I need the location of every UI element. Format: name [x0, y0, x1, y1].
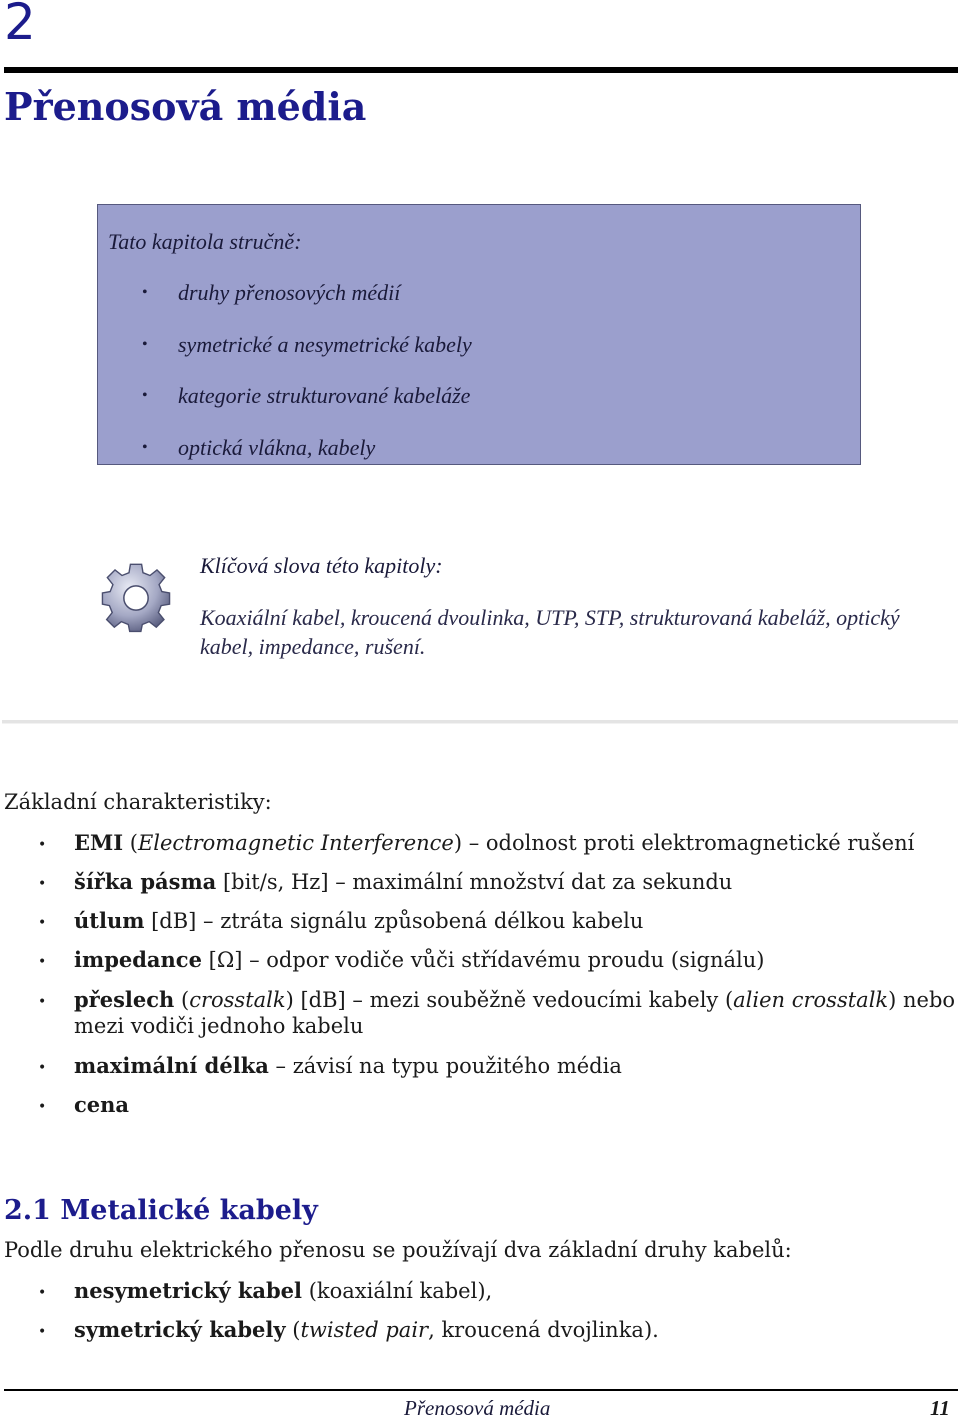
- chapter-rule: [4, 67, 958, 73]
- bullet: •: [38, 994, 47, 1010]
- footer-title: Přenosová média: [404, 1396, 551, 1420]
- cable-types-list: [0, 1278, 960, 1356]
- list-item: [0, 1278, 960, 1304]
- italic-text: twisted pair: [300, 1318, 429, 1342]
- term: šířka pásma: [74, 869, 217, 894]
- summary-item: [142, 280, 472, 332]
- keywords-text: Koaxiální kabel, kroucená dvoulinka, UTP, STP, strukturovaná kabeláž, optický kabel, impedance, rušení.: [200, 605, 900, 659]
- term: přeslech: [74, 987, 175, 1012]
- bullet: •: [38, 1060, 47, 1076]
- bullet: •: [38, 1285, 47, 1301]
- italic-text: alien crosstalk: [733, 988, 889, 1012]
- list-item: [0, 987, 960, 1039]
- summary-item: [142, 383, 472, 435]
- text: [dB] – ztráta signálu způsobená délkou kabelu: [144, 909, 644, 933]
- chapter-title: Přenosová média: [4, 84, 367, 129]
- italic-text: crosstalk: [189, 988, 286, 1012]
- text: (: [174, 988, 190, 1012]
- bullet: •: [38, 954, 47, 970]
- bullet: •: [38, 1099, 47, 1115]
- summary-item-text: druhy přenosových médií: [178, 280, 401, 305]
- bullet: •: [142, 335, 148, 353]
- bullet: •: [142, 438, 148, 456]
- text: [bit/s, Hz] – maximální množství dat za sekundu: [216, 870, 733, 894]
- section-heading: 2.1 Metalické kabely: [4, 1195, 318, 1226]
- bullet: •: [38, 1324, 47, 1340]
- bullet: •: [38, 837, 47, 853]
- text: ) – odolnost proti elektromagnetické rušení: [453, 831, 915, 855]
- term: cena: [74, 1092, 130, 1117]
- term: impedance: [74, 947, 202, 972]
- summary-item-text: symetrické a nesymetrické kabely: [178, 331, 472, 357]
- term: nesymetrický kabel: [74, 1278, 303, 1303]
- bullet: •: [142, 284, 148, 301]
- text: ) nebo mezi vodiči jednoho kabelu: [74, 988, 956, 1038]
- keywords-heading: Klíčová slova této kapitoly:: [200, 553, 443, 578]
- italic-text: Electromagnetic Interference: [137, 831, 454, 855]
- term: EMI: [74, 830, 124, 855]
- section-separator: [2, 720, 958, 724]
- text: [Ω] – odpor vodiče vůči střídavému proudu (signálu): [201, 948, 765, 972]
- text: (koaxiální kabel),: [302, 1279, 493, 1303]
- page-number: 11: [930, 1396, 950, 1420]
- summary-item-text: optická vlákna, kabely: [178, 434, 376, 460]
- summary-item: [142, 435, 472, 487]
- chapter-number: 2: [4, 0, 36, 51]
- text: ) [dB] – mezi souběžně vedoucími kabely (: [285, 988, 734, 1012]
- footer-rule: [4, 1389, 958, 1391]
- summary-item: [142, 332, 472, 384]
- list-item: [0, 1092, 960, 1118]
- bullet: •: [142, 387, 148, 404]
- summary-list: [142, 280, 472, 486]
- gear-icon: [98, 560, 174, 636]
- list-item: [0, 947, 960, 973]
- list-item: [0, 1053, 960, 1079]
- text: (: [285, 1318, 301, 1342]
- characteristics-list: [0, 830, 960, 1131]
- term: maximální délka: [74, 1053, 269, 1078]
- bullet: •: [38, 915, 47, 931]
- text: (: [123, 831, 138, 855]
- summary-heading: Tato kapitola stručně:: [108, 229, 302, 254]
- list-item: [0, 830, 960, 856]
- term: útlum: [74, 908, 145, 933]
- chapter-summary-box: [97, 204, 861, 465]
- list-item: [0, 908, 960, 934]
- section-intro: Podle druhu elektrického přenosu se používají dva základní druhy kabelů:: [4, 1238, 792, 1262]
- text: , kroucená dvojlinka).: [428, 1318, 659, 1342]
- characteristics-intro: Základní charakteristiky:: [4, 790, 272, 814]
- bullet: •: [38, 876, 47, 892]
- list-item: [0, 869, 960, 895]
- text: – závisí na typu použitého média: [268, 1054, 622, 1078]
- term: symetrický kabely: [74, 1317, 286, 1342]
- list-item: [0, 1317, 960, 1343]
- summary-item-text: kategorie strukturované kabeláže: [178, 383, 471, 408]
